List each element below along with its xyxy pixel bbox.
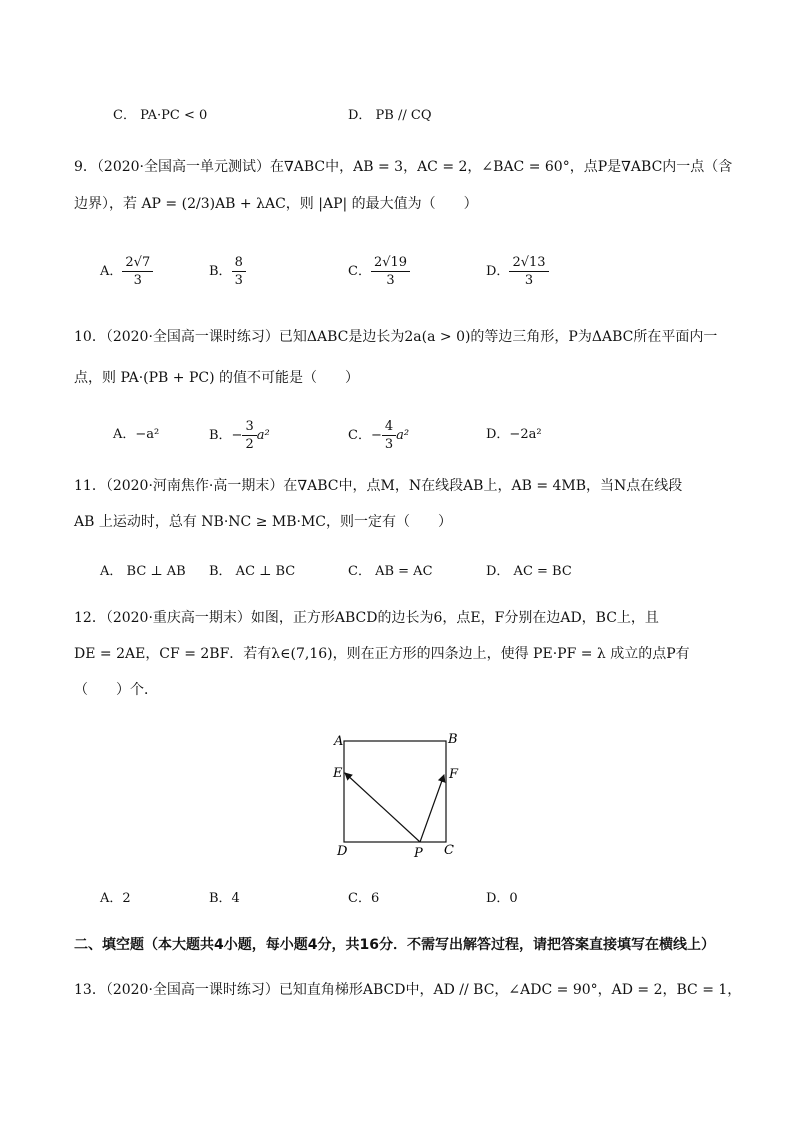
q12-option-c: C．6 — [348, 891, 380, 906]
q12-option-a: A．2 — [100, 891, 131, 906]
q11-stem-line2: AB 上运动时，总有 NB·NC ≥ MB·MC，则一定有（ ） — [74, 514, 452, 530]
q11-option-d: D． AC = BC — [486, 564, 572, 579]
q8-option-c: C． PA·PC < 0 — [113, 108, 208, 123]
q9-option-b: B． $\frac{8}{3}$ — [209, 254, 246, 289]
q12-stem-line3: （ ）个． — [74, 682, 158, 698]
q12-stem-line2: DE = 2AE，CF = 2BF．若有λ∈(7,16)，则在正方形的四条边上，使得 PE·PF = λ 成立的点P有 — [74, 646, 690, 662]
q11-option-b: B． AC ⊥ BC — [209, 564, 296, 579]
q13-stem-line1: 13．（2020·全国高一课时练习）已知直角梯形ABCD中，AD // BC，∠ADC = 90°，AD = 2，BC = 1， — [74, 982, 742, 998]
q8-option-d: D． PB // CQ — [348, 108, 432, 123]
q12-stem-line1: 12．（2020·重庆高一期末）如图，正方形ABCD的边长为6，点E，F分别在边AD，BC上，且 — [74, 610, 659, 626]
square-figure — [320, 725, 470, 865]
q10-option-a: A．−a² — [113, 427, 160, 442]
q10-stem-line2: 点，则 PA·(PB + PC) 的值不可能是（ ） — [74, 370, 359, 386]
label-d: D — [337, 844, 348, 859]
q12-option-d: D．0 — [486, 891, 518, 906]
label-b: B — [448, 732, 458, 747]
q11-option-a: A． BC ⊥ AB — [100, 564, 186, 579]
section-fill-in-blank-header: 二、填空题（本大题共4小题，每小题4分，共16分．不需写出解答过程，请把答案直接填写在横线上） — [74, 937, 715, 953]
q9-stem-line2: 边界），若 AP = (2/3)AB + λAC，则 |AP| 的最大值为（ ） — [74, 196, 478, 212]
q9-option-c: C． $\frac{2√19}{3}$ — [348, 254, 410, 289]
q9-stem-line1: 9．（2020·全国高一单元测试）在∇ABC中，AB = 3，AC = 2，∠BAC = 60°，点P是∇ABC内一点（含 — [74, 159, 733, 175]
q10-option-c: C．− $\frac{4}{3}$ a² — [348, 419, 410, 452]
label-e: E — [333, 766, 343, 781]
square-abcd — [344, 741, 446, 842]
vector-pe — [345, 773, 420, 842]
label-a: A — [334, 734, 344, 749]
q12-option-b: B．4 — [209, 891, 240, 906]
vector-pf — [420, 775, 444, 842]
label-p: P — [414, 846, 423, 861]
q10-option-b: B．− $\frac{3}{2}$ a² — [209, 419, 270, 452]
q9-option-d: D． $\frac{2√13}{3}$ — [486, 254, 549, 289]
q11-option-c: C． AB = AC — [348, 564, 433, 579]
q10-stem-line1: 10．（2020·全国高一课时练习）已知ΔABC是边长为2a(a > 0)的等边三角形，P为ΔABC所在平面内一 — [74, 329, 718, 345]
label-c: C — [444, 843, 454, 858]
label-f: F — [449, 767, 459, 782]
q9-option-a: A． $\frac{2√7}{3}$ — [100, 254, 153, 289]
q10-option-d: D．−2a² — [486, 427, 542, 442]
q11-stem-line1: 11．（2020·河南焦作·高一期末）在∇ABC中，点M，N在线段AB上，AB = 4MB，当N点在线段 — [74, 478, 683, 494]
